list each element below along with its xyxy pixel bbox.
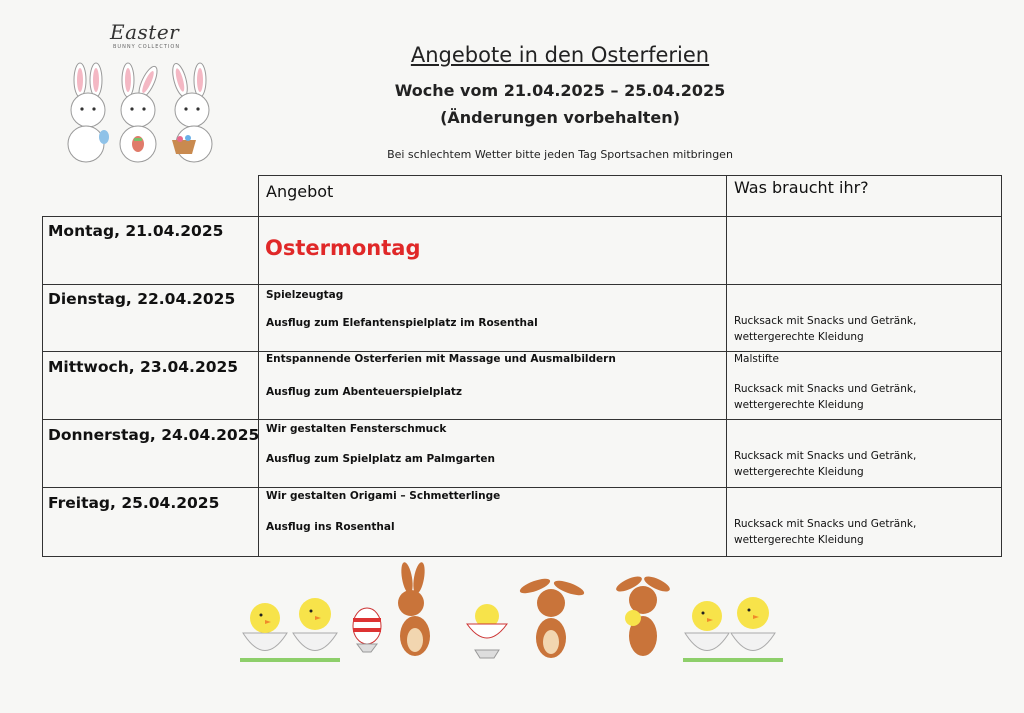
bunny-icon bbox=[398, 561, 430, 656]
easter-egg-icon bbox=[353, 608, 381, 652]
activity-item: Wir gestalten Fensterschmuck bbox=[266, 423, 447, 435]
column-header-needs: Was braucht ihr? bbox=[734, 178, 869, 197]
activity-item: Ausflug zum Elefantenspielplatz im Rosenthal bbox=[266, 317, 538, 329]
changes-notice: (Änderungen vorbehalten) bbox=[440, 108, 680, 127]
table-line bbox=[42, 217, 43, 557]
day-label: Dienstag, 22.04.2025 bbox=[48, 290, 236, 308]
activity-item: Entspannende Osterferien mit Massage und Ausmalbildern bbox=[266, 353, 616, 365]
weather-note: Bei schlechtem Wetter bitte jeden Tag Sportsachen mitbringen bbox=[387, 148, 733, 161]
table-line bbox=[42, 487, 1002, 488]
table-line bbox=[42, 351, 1002, 352]
table-line bbox=[42, 284, 1002, 285]
table-line bbox=[726, 175, 727, 557]
needs-item: Rucksack mit Snacks und Getränk, wettergerechte Kleidung bbox=[734, 383, 917, 411]
table-line bbox=[258, 175, 1002, 176]
needs-item: Rucksack mit Snacks und Getränk, wettergerechte Kleidung bbox=[734, 450, 917, 478]
day-label: Montag, 21.04.2025 bbox=[48, 222, 224, 240]
activity-item: Spielzeugtag bbox=[266, 289, 344, 301]
activity-item: Ausflug zum Abenteuerspielplatz bbox=[266, 386, 463, 398]
easter-logo: Easter bbox=[110, 20, 180, 44]
table-line bbox=[1001, 175, 1002, 557]
day-label: Donnerstag, 24.04.2025 bbox=[48, 426, 260, 444]
table-line bbox=[42, 556, 1002, 557]
needs-item: Rucksack mit Snacks und Getränk, wettergerechte Kleidung bbox=[734, 518, 917, 546]
table-line bbox=[42, 419, 1002, 420]
easter-logo-sub: BUNNY COLLECTION bbox=[113, 44, 181, 50]
table-line bbox=[42, 216, 1002, 217]
chick-icon bbox=[240, 598, 340, 662]
chick-icon bbox=[683, 597, 783, 662]
holiday-label: Ostermontag bbox=[265, 236, 421, 260]
page-title: Angebote in den Osterferien bbox=[410, 43, 710, 67]
bunny-icon bbox=[518, 576, 585, 658]
activity-item: Wir gestalten Origami – Schmetterlinge bbox=[266, 490, 501, 502]
easter-decoration bbox=[235, 558, 795, 670]
needs-item: Rucksack mit Snacks und Getränk, wettergerechte Kleidung bbox=[734, 315, 917, 343]
needs-item: Malstifte bbox=[734, 353, 780, 365]
week-range: Woche vom 21.04.2025 – 25.04.2025 bbox=[394, 81, 726, 100]
bunny-icon bbox=[614, 574, 672, 656]
chick-icon bbox=[467, 604, 507, 658]
day-label: Mittwoch, 23.04.2025 bbox=[48, 358, 239, 376]
activity-item: Ausflug ins Rosenthal bbox=[266, 521, 395, 533]
activity-item: Ausflug zum Spielplatz am Palmgarten bbox=[266, 453, 495, 465]
day-label: Freitag, 25.04.2025 bbox=[48, 494, 220, 512]
column-header-offer: Angebot bbox=[266, 182, 334, 201]
table-line bbox=[258, 175, 259, 557]
